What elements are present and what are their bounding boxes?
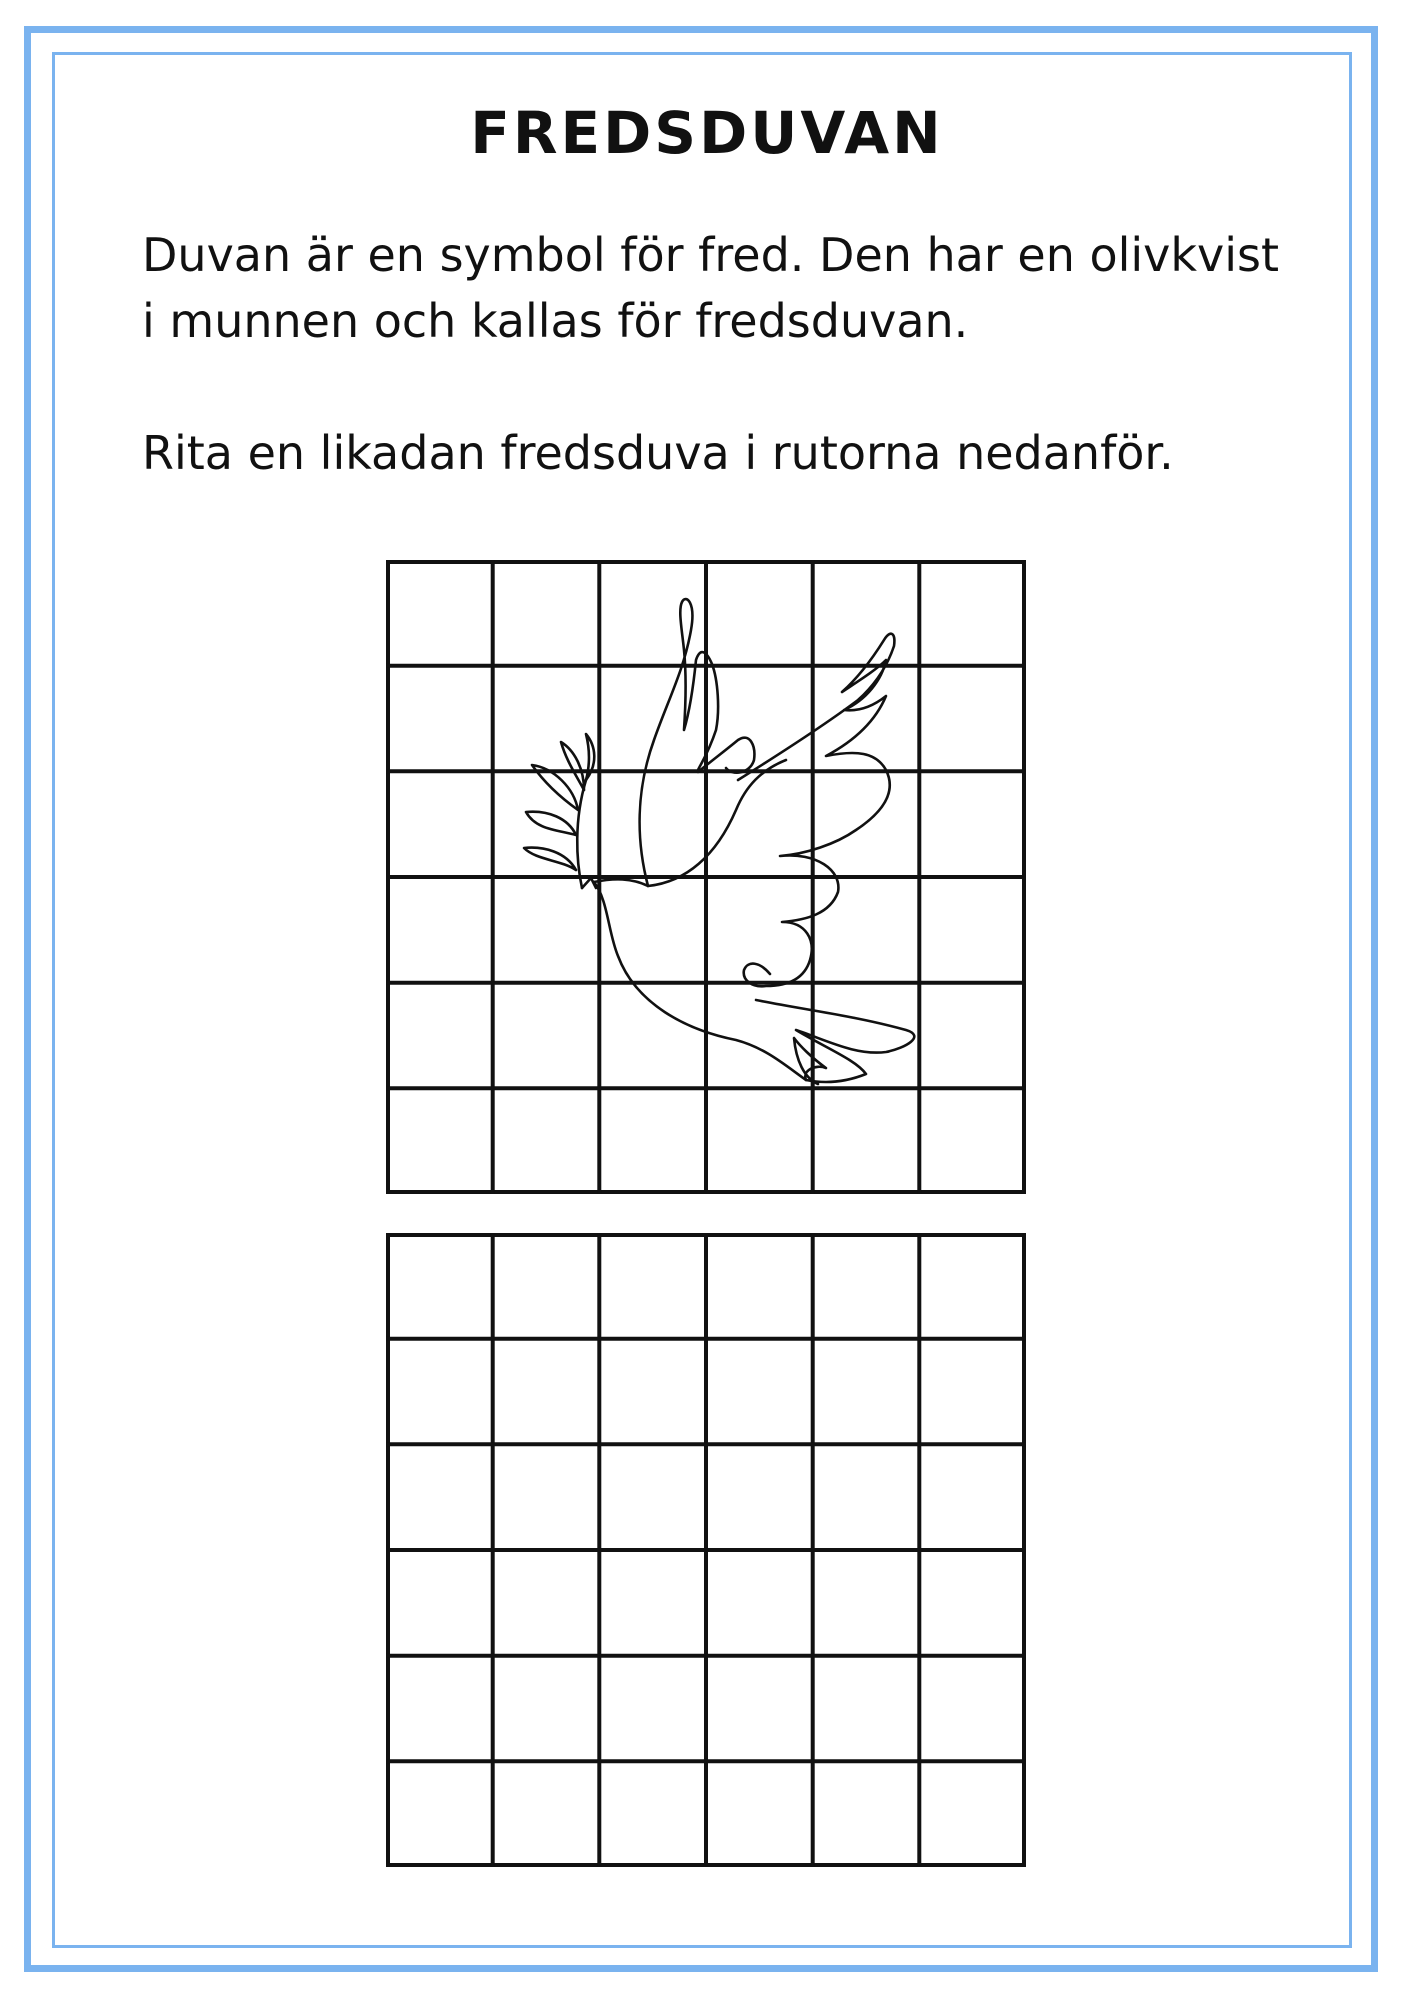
reference-grid <box>386 560 1026 1194</box>
drawing-grid-lines <box>386 1233 1026 1867</box>
intro-text: Duvan är en symbol för fred. Den har en olivkvist i munnen och kallas för fredsduvan. <box>142 228 1280 348</box>
page-title: FREDSDUVAN <box>470 99 944 167</box>
reference-grid-lines <box>386 560 1026 1194</box>
dove-olive-branch-icon <box>524 599 914 1084</box>
instruction-text: Rita en likadan fredsduva i rutorna nedanför. <box>142 426 1174 480</box>
drawing-grid[interactable] <box>386 1233 1026 1867</box>
